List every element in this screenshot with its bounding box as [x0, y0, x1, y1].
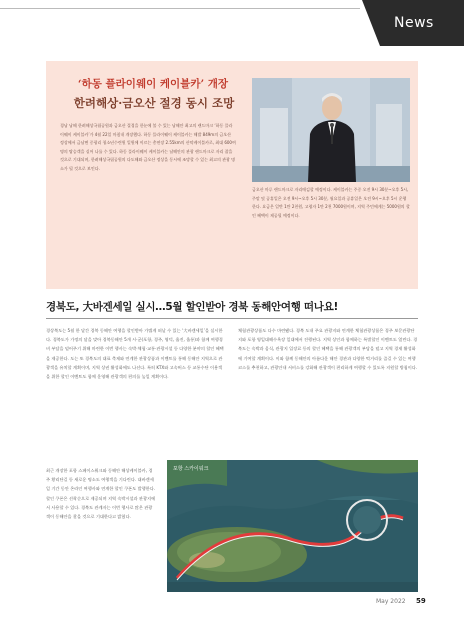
skywalk-photo-image [167, 460, 418, 592]
section-tab-label: News [380, 0, 464, 46]
article-column-right: 체험관광상품도 다수 마련됐다. 경북 도내 주요 관광지와 연계한 체험관광상품은 경주 보문관광단지와 포항 영일대해수욕장 일대에서 진행된다. 지역 상인과 함께하는 특별할인 이벤트도 열린다. 경북도는 숙박과 음식, 관광지 입장료 등의 할인 혜택을 통해 관광객의 부담을 덜고 지역 경제 활성화에 기여할 계획이다. 이와 함께 동해안의 아름다운 해안 경관과 다양한 먹거리를 즐길 수 있는 여행 코스를 추천하고, 관광안내 서비스를 강화해 관광객이 편리하게 여행할 수 있도록 지원할 방침이다. [238, 328, 418, 370]
header-rule [0, 8, 360, 9]
skywalk-photo [167, 460, 418, 592]
speaker-photo [252, 78, 410, 182]
headline-rule [46, 318, 418, 319]
footer-issue-date: May 2022 [376, 598, 406, 605]
feature-subtitle: 한려해상·금오산 절경 동시 조망 [73, 96, 235, 110]
feature-body: 경남 남해 한려해상국립공원과 금오산 절경을 한눈에 볼 수 있는 남해안 최고의 랜드마크 ‘하동 플라이웨이 케이블카’가 4월 22일 마침내 개장했다. 하동 플라이웨이 케이블카는 해발 849m의 금오산 정상에서 금남면 중평리 청소년수련원 일원에 이르는 총연장 2.55km의 산악케이블카로, 최대 600여 명의 탑승객을 실어 나를 수 있다. 하동 플라이웨이 케이블카는 남해안의 관광 랜드마크로 자리 잡을 것으로 기대되며, 한려해상국립공원의 다도해와 금오산 정상을 동시에 조망할 수 있는 최고의 관광 명소가 될 것으로 보인다. [60, 123, 236, 171]
article-column-left-bottom: 최근 개장한 포항 스페이스워크와 동해안 해상케이블카, 경주 황리단길 등 새로운 명소도 여행객을 기다린다. 대바겐세일 기간 동안 온라인 여행사와 연계한 할인 쿠폰도 발행한다. 할인 쿠폰은 선착순으로 제공되며 지역 숙박시설과 관광지에서 사용할 수 있다. 경북도 관계자는 이번 행사로 많은 관광객이 동해안을 찾을 것으로 기대한다고 밝혔다. [46, 468, 156, 520]
photo-label: 포항 스카이워크 [173, 466, 209, 472]
tab-corner [362, 0, 380, 46]
section-tab [380, 0, 464, 46]
speaker-photo-image [252, 78, 410, 182]
feature-caption: 금오산 마루 랜드마크로 자리매김할 예정이다. 케이블카는 주중 오전 9시 30분~오후 5시, 주말 및 공휴일은 오전 9시~오후 5시 30분, 월요일과 공휴일은 오전 9시~오후 5시 운행한다. 요금은 일반 1만 2천원, 고령자 1만 2천 7000원이며, 지역 주민에게는 5000원의 할인 혜택이 제공될 예정이다. [252, 187, 410, 218]
article-column-left: 경상북도는 5월 한 달간 경북 동해안 여행을 할인받아 가볍게 떠날 수 있는 ‘大바겐세일’을 실시한다. 경북도가 가정의 달을 맞아 경북동해안 5개 시·군(포항, 경주, 영덕, 울진, 울릉)과 함께 여행경비 부담을 덜어주기 위해 마련한 이번 행사는 숙박·체험·교통·관광시설 등 다양한 분야의 할인 혜택을 제공한다. 도는 또 경북도의 대표 축제와 연계한 관광상품과 이벤트를 통해 동해안 지역으로 관광객을 유치할 계획이며, 지역 상권 활성화에도 나선다. 특히 KTX와 고속버스 등 교통수단 이용객을 위한 할인 이벤트도 함께 운영해 관광객의 편의를 높일 계획이다. [46, 328, 224, 380]
article-headline: 경북도, 大바겐세일 실시…5월 할인받아 경북 동해안여행 떠나요! [46, 301, 338, 313]
page-number: 59 [416, 597, 426, 605]
feature-title: ‘하동 플라이웨이 케이블카’ 개장 [77, 78, 229, 90]
